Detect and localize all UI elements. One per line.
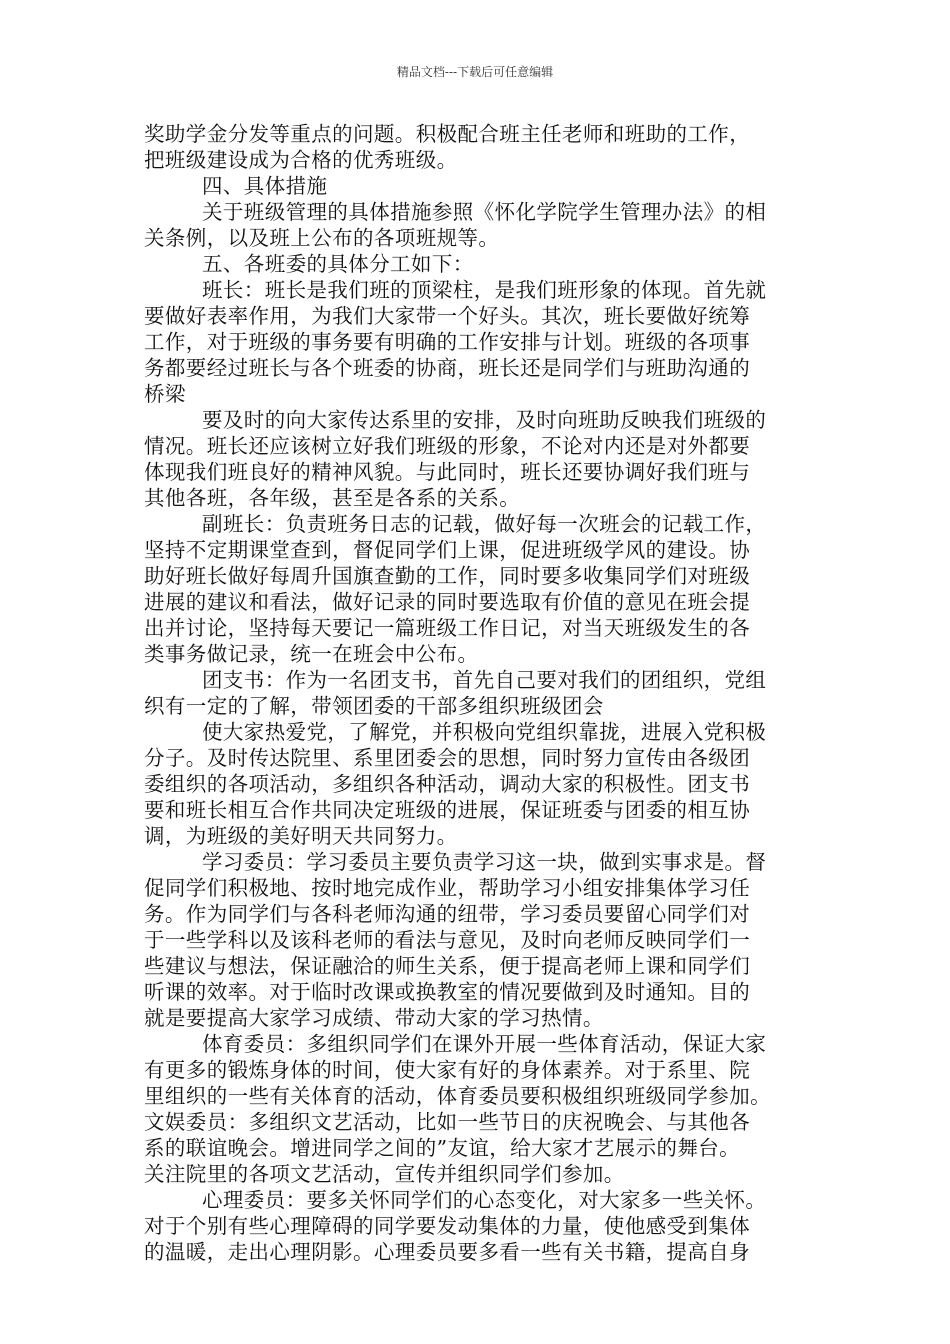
text-line: 团支书：作为一名团支书，首先自己要对我们的团组织，党组 — [202, 668, 767, 692]
text-line: 奖助学金分发等重点的问题。积极配合班主任老师和班助的工作， — [144, 122, 751, 146]
text-line: 文娱委员：多组织文艺活动，比如一些节日的庆祝晚会、与其他各 — [144, 1110, 751, 1134]
text-line: 委组织的各项活动，多组织各种活动，调动大家的积极性。团支书 — [144, 772, 751, 796]
text-line: 其他各班，各年级，甚至是各系的关系。 — [144, 486, 521, 510]
text-line: 体现我们班良好的精神风貌。与此同时，班长还要协调好我们班与 — [144, 460, 751, 484]
text-line: 要及时的向大家传达系里的安排，及时向班助反映我们班级的 — [202, 408, 767, 432]
text-line: 把班级建设成为合格的优秀班级。 — [144, 148, 458, 172]
text-line: 四、具体措施 — [202, 174, 328, 198]
text-line: 些建议与想法，保证融洽的师生关系，便于提高老师上课和同学们 — [144, 954, 751, 978]
text-line: 使大家热爱党，了解党，并积极向党组织靠拢，进展入党积极 — [202, 720, 767, 744]
text-line: 调，为班级的美好明天共同努力。 — [144, 824, 458, 848]
text-line: 关注院里的各项文艺活动，宣传并组织同学们参加。 — [144, 1162, 625, 1186]
text-line: 类事务做记录，统一在班会中公布。 — [144, 642, 479, 666]
text-line: 关条例，以及班上公布的各项班规等。 — [144, 226, 500, 250]
text-line: 关于班级管理的具体措施参照《怀化学院学生管理办法》的相 — [202, 200, 767, 224]
text-line: 出并讨论，坚持每天要记一篇班级工作日记，对当天班级发生的各 — [144, 616, 751, 640]
text-line: 班长：班长是我们班的顶梁柱，是我们班形象的体现。首先就 — [202, 278, 767, 302]
text-line: 务。作为同学们与各科老师沟通的纽带，学习委员要留心同学们对 — [144, 902, 751, 926]
text-line: 要做好表率作用，为我们大家带一个好头。其次，班长要做好统筹 — [144, 304, 751, 328]
text-line: 分子。及时传达院里、系里团委会的思想，同时努力宣传由各级团 — [144, 746, 751, 770]
text-line: 里组织的一些有关体育的活动，体育委员要积极组织班级同学参加。 — [144, 1084, 771, 1108]
text-line: 五、各班委的具体分工如下： — [202, 252, 474, 276]
text-line: 促同学们积极地、按时地完成作业，帮助学习小组安排集体学习任 — [144, 876, 751, 900]
text-line: 对于个别有些心理障碍的同学要发动集体的力量，使他感受到集体 — [144, 1214, 751, 1238]
text-line: 于一些学科以及该科老师的看法与意见，及时向老师反映同学们一 — [144, 928, 751, 952]
text-line: 要和班长相互合作共同决定班级的进展，保证班委与团委的相互协 — [144, 798, 751, 822]
text-line: 听课的效率。对于临时改课或换教室的情况要做到及时通知。目的 — [144, 980, 751, 1004]
text-line: 系的联谊晚会。增进同学之间的”友谊，给大家才艺展示的舞台。 — [144, 1136, 741, 1160]
text-line: 助好班长做好每周升国旗查勤的工作，同时要多收集同学们对班级 — [144, 564, 751, 588]
text-line: 就是要提高大家学习成绩、带动大家的学习热情。 — [144, 1006, 604, 1030]
text-line: 副班长：负责班务日志的记载，做好每一次班会的记载工作， — [202, 512, 767, 536]
text-line: 工作，对于班级的事务要有明确的工作安排与计划。班级的各项事 — [144, 330, 751, 354]
text-line: 桥梁 — [144, 382, 186, 406]
text-line: 务都要经过班长与各个班委的协商，班长还是同学们与班助沟通的 — [144, 356, 751, 380]
document-body — [144, 121, 812, 1265]
text-line: 有更多的锻炼身体的时间，使大家有好的身体素养。对于系里、院 — [144, 1058, 751, 1082]
page-header: 精品文档---下载后可任意编辑 — [396, 65, 554, 79]
text-line: 体育委员：多组织同学们在课外开展一些体育活动，保证大家 — [202, 1032, 767, 1056]
text-line: 织有一定的了解，带领团委的干部多组织班级团会 — [144, 694, 604, 718]
text-line: 的温暖，走出心理阴影。心理委员要多看一些有关书籍，提高自身 — [144, 1240, 751, 1264]
text-line: 情况。班长还应该树立好我们班级的形象，不论对内还是对外都要 — [144, 434, 751, 458]
text-line: 坚持不定期课堂查到，督促同学们上课，促进班级学风的建设。协 — [144, 538, 751, 562]
text-line: 进展的建议和看法，做好记录的同时要选取有价值的意见在班会提 — [144, 590, 751, 614]
text-line: 心理委员：要多关怀同学们的心态变化，对大家多一些关怀。 — [202, 1188, 767, 1212]
text-line: 学习委员：学习委员主要负责学习这一块，做到实事求是。督 — [202, 850, 767, 874]
